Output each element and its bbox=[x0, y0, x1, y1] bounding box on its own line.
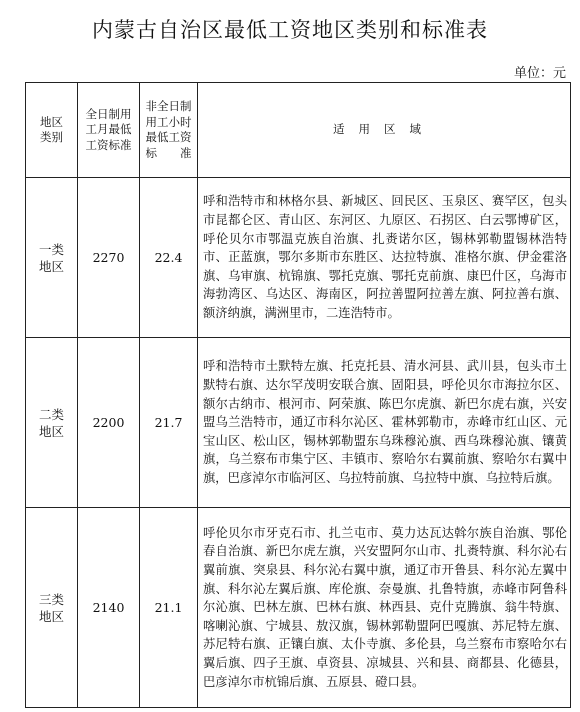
header-hourly-wage: 非全日制用工小时最低工资标准 bbox=[140, 83, 198, 178]
row-regions: 呼伦贝尔市牙克石市、扎兰屯市、莫力达瓦达斡尔族自治旗、鄂伦春自治旗、新巴尔虎左旗，兴安盟阿尔山市、扎赉特旗、科尔沁右翼前旗、突泉县、科尔沁右翼中旗，通辽市开鲁县、科尔沁左翼中旗、科尔沁左翼后旗、库伦旗、奈曼旗、扎鲁特旗，赤峰市阿鲁科尔沁旗、巴林左旗、巴林右旗、林西县、克什克腾旗、翁牛特旗、喀喇沁旗、宁城县、敖汉旗，锡林郭勒盟阿巴嘎旗、苏尼特左旗、苏尼特右旗、正镶白旗、太仆寺旗、多伦县，乌兰察布市察哈尔右翼后旗、四子王旗、卓资县、凉城县、兴和县、商都县、化德县，巴彦淖尔市杭锦后旗、五原县、磴口县。 bbox=[198, 508, 571, 708]
table-row bbox=[26, 338, 571, 508]
row-monthly-wage: 2200 bbox=[78, 338, 140, 508]
row-regions: 呼和浩特市土默特左旗、托克托县、清水河县、武川县，包头市土默特右旗、达尔罕茂明安联合旗、固阳县，呼伦贝尔市海拉尔区、额尔古纳市、根河市、阿荣旗、陈巴尔虎旗、新巴尔虎右旗，兴安盟乌兰浩特市，通辽市科尔沁区、霍林郭勒市，赤峰市红山区、元宝山区、松山区，锡林郭勒盟东乌珠穆沁旗、西乌珠穆沁旗、镶黄旗，乌兰察布市集宁区、丰镇市、察哈尔右翼前旗、察哈尔右翼中旗，巴彦淖尔市临河区、乌拉特前旗、乌拉特中旗、乌拉特后旗。 bbox=[198, 338, 571, 508]
row-category: 三类地区 bbox=[26, 508, 78, 708]
header-category: 地区类别 bbox=[26, 83, 78, 178]
row-hourly-wage: 21.1 bbox=[140, 508, 198, 708]
header-regions: 适用区域 bbox=[198, 83, 571, 178]
page-title: 内蒙古自治区最低工资地区类别和标准表 bbox=[92, 18, 488, 42]
table-row bbox=[26, 178, 571, 338]
minimum-wage-table bbox=[25, 82, 571, 708]
row-monthly-wage: 2270 bbox=[78, 178, 140, 338]
row-regions: 呼和浩特市和林格尔县、新城区、回民区、玉泉区、赛罕区，包头市昆都仑区、青山区、东河区、九原区、石拐区、白云鄂博矿区，呼伦贝尔市鄂温克族自治旗、扎赉诺尔区，锡林郭勒盟锡林浩特市、正蓝旗，鄂尔多斯市东胜区、达拉特旗、准格尔旗、伊金霍洛旗、乌审旗、杭锦旗、鄂托克旗、鄂托克前旗、康巴什区，乌海市海勃湾区、乌达区、海南区，阿拉善盟阿拉善左旗、阿拉善右旗、额济纳旗，满洲里市，二连浩特市。 bbox=[198, 178, 571, 338]
row-category: 一类地区 bbox=[26, 178, 78, 338]
unit-label: 单位：元 bbox=[513, 66, 566, 81]
row-hourly-wage: 22.4 bbox=[140, 178, 198, 338]
row-hourly-wage: 21.7 bbox=[140, 338, 198, 508]
row-category: 二类地区 bbox=[26, 338, 78, 508]
row-monthly-wage: 2140 bbox=[78, 508, 140, 708]
table-header-row bbox=[26, 83, 571, 178]
header-monthly-wage: 全日制用工月最低工资标准 bbox=[78, 83, 140, 178]
table-row bbox=[26, 508, 571, 708]
